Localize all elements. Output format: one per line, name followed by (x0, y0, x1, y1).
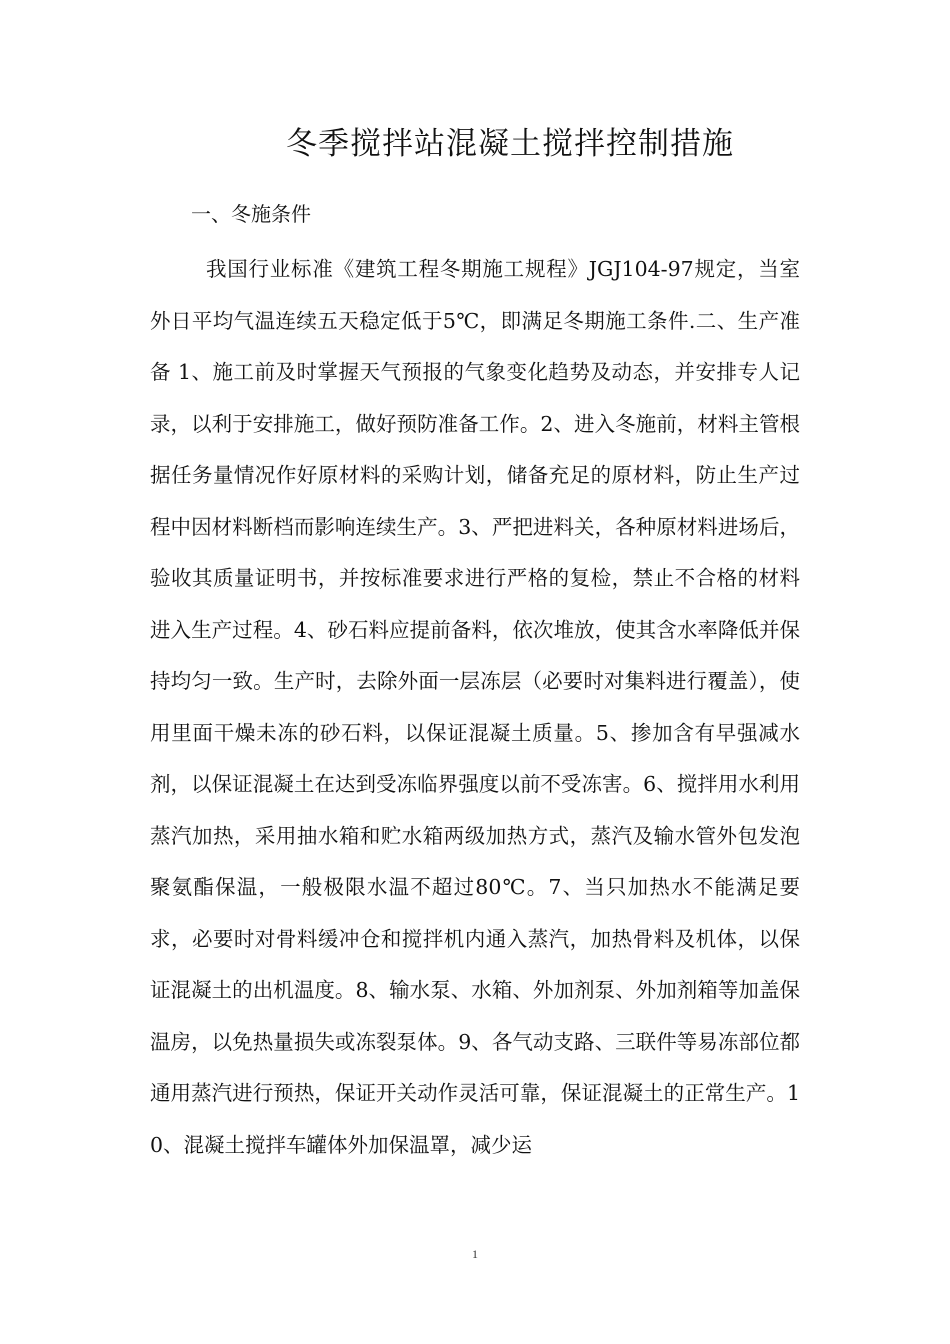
section-heading: 一、冬施条件 (191, 202, 311, 226)
body-paragraph: 我国行业标准《建筑工程冬期施工规程》JGJ104-97规定，当室外日平均气温连续五天稳定低于5℃，即满足冬期施工条件.二、生产准备 1、施工前及时掌握天气预报的气象变化趋势及动态，并安排专人记录，以利于安排施工，做好预防准备工作。2、进入冬施前，材料主管根据任务量情况作好原材料的采购计划，储备充足的原材料，防止生产过程中因材料断档而影响连续生产。3、严把进料关，各种原材料进场后，验收其质量证明书，并按标准要求进行严格的复检，禁止不合格的材料进入生产过程。4、砂石料应提前备料，依次堆放，使其含水率降低并保持均匀一致。生产时，去除外面一层冻层（必要时对集料进行覆盖），使用里面干燥未冻的砂石料，以保证混凝土质量。5、掺加含有早强减水剂，以保证混凝土在达到受冻临界强度以前不受冻害。6、搅拌用水利用蒸汽加热，采用抽水箱和贮水箱两级加热方式，蒸汽及输水管外包发泡聚氨酯保温，一般极限水温不超过80℃。7、当只加热水不能满足要求，必要时对骨料缓冲仓和搅拌机内通入蒸汽，加热骨料及机体，以保证混凝土的出机温度。8、输水泵、水箱、外加剂泵、外加剂箱等加盖保温房，以免热量损失或冻裂泵体。9、各气动支路、三联件等易冻部位都通用蒸汽进行预热，保证开关动作灵活可靠，保证混凝土的正常生产。10、混凝土搅拌车罐体外加保温罩，减少运 (150, 257, 800, 1157)
page-number: 1 (472, 1247, 478, 1261)
document-title: 冬季搅拌站混凝土搅拌控制措施 (286, 126, 734, 162)
